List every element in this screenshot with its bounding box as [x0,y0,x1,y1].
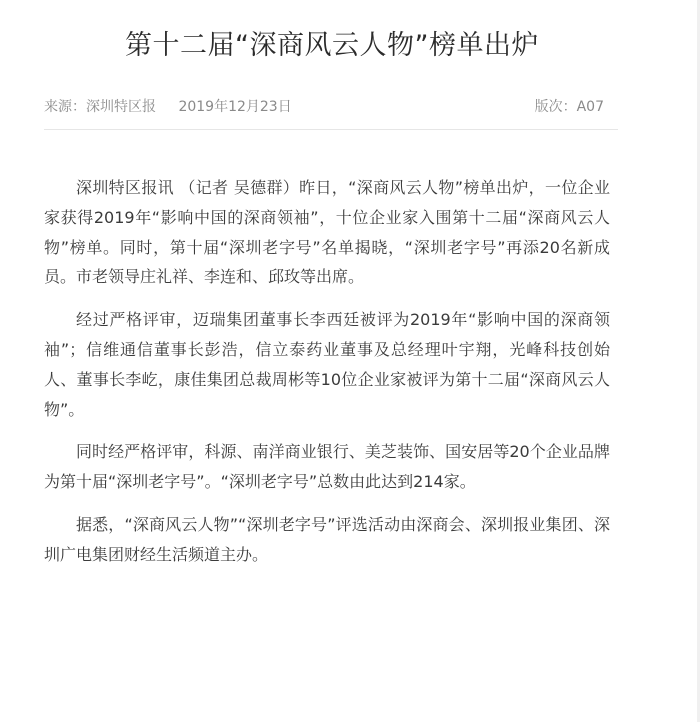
article-paragraph: 同时经严格评审，科源、南洋商业银行、美芝装饰、国安居等20个企业品牌为第十届“深圳老字号”。“深圳老字号”总数由此达到214家。 [44,442,610,492]
source-name: 深圳特区报 [86,99,156,115]
article-paragraph: 据悉，“深商风云人物”“深圳老字号”评选活动由深商会、深圳报业集团、深圳广电集团财经生活频道主办。 [44,514,610,564]
edition-number: 版次：A07 [534,99,604,115]
article-body [44,173,610,583]
article-meta [44,96,604,118]
source-label: 来源： [44,99,86,115]
meta-divider [44,129,618,130]
publish-date: 2019年12月23日 [178,99,292,115]
article-title: 第十二届“深商风云人物”榜单出炉 [125,30,539,61]
article-paragraph: 经过严格评审，迈瑞集团董事长李西廷被评为2019年“影响中国的深商领袖”；信维通信董事长彭浩，信立泰药业董事及总经理叶宇翔，光峰科技创始人、董事长李屹，康佳集团总裁周彬等10位企业家被评为第十二届“深商风云人物”。 [44,310,610,419]
article-paragraph: 深圳特区报讯 （记者 吴德群）昨日，“深商风云人物”榜单出炉，一位企业家获得2019年“影响中国的深商领袖”，十位企业家入围第十二届“深商风云人物”榜单。同时，第十届“深圳老字号”名单揭晓，“深圳老字号”再添20名新成员。市老领导庄礼祥、李连和、邱玫等出席。 [44,178,610,287]
